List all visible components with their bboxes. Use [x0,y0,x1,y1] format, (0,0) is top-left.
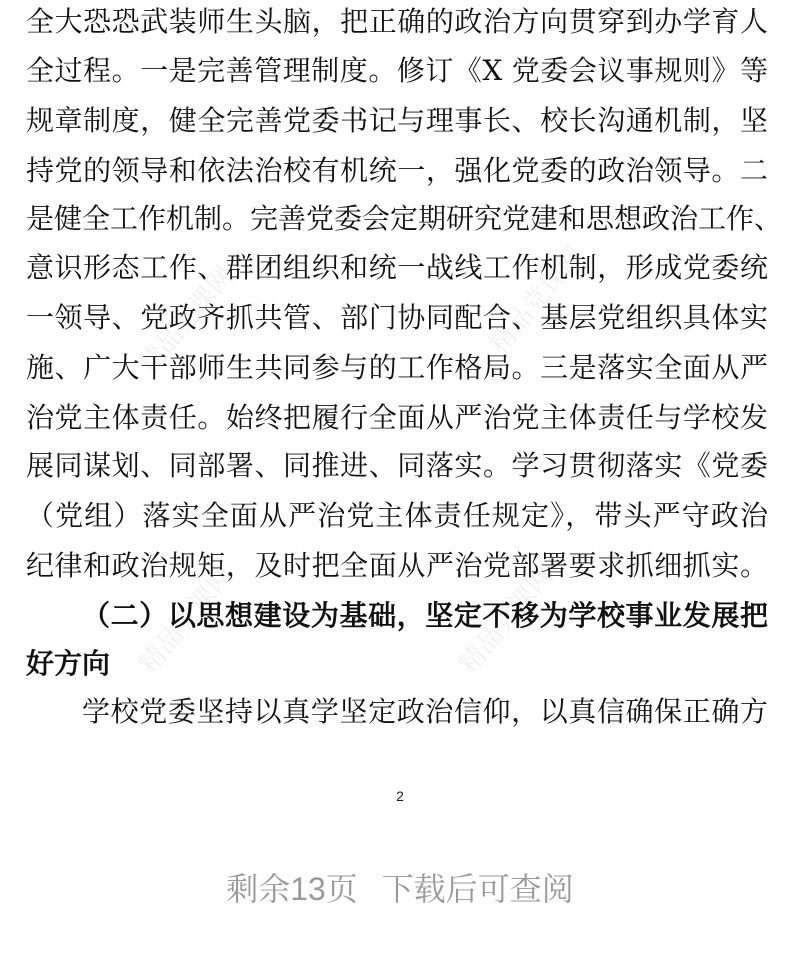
text-line: 规章制度，健全完善党委书记与理事长、校长沟通机制，坚 [26,104,768,137]
remaining-pages-label: 剩余13页 [226,871,358,907]
section-heading: （二）以思想建设为基础，坚定不移为学校事业发展把 [82,599,768,632]
section-heading-continued: 好方向 [26,647,111,680]
text-line: 展同谋划、同部署、同推进、同落实。学习贯彻落实《党委 [26,449,768,482]
text-line: 是健全工作机制。完善党委会定期研究党建和思想政治工作、 [26,202,783,235]
text-line: 意识形态工作、群团组织和统一战线工作机制，形成党委统 [26,251,768,284]
page-number: 2 [396,788,404,804]
text-line: 全过程。一是完善管理制度。修订《X 党委会议事规则》等 [26,54,768,87]
text-line: 纪律和政治规矩，及时把全面从严治党部署要求抓细抓实。 [26,549,768,582]
remaining-pages-banner[interactable] [0,864,800,910]
text-line: 施、广大干部师生共同参与的工作格局。三是落实全面从严 [26,351,768,384]
text-line-prefix: 全大恐恐武装师 [26,5,226,38]
watermark: 精品党课网 [483,240,591,360]
text-line: 一领导、党政齐抓共管、部门协同配合、基层党组织具体实 [26,301,768,334]
watermark: 精品党课网 [453,560,561,680]
text-line [26,0,768,47]
watermark: 精品党课网 [133,560,241,680]
text-line: 学校党委坚持以真学坚定政治信仰，以真信确保正确方 [82,695,768,728]
text-line-rest: 生头脑，把正确的政治方向贯穿到办学育人 [225,5,768,38]
download-hint-label: 下载后可查阅 [381,871,574,907]
text-line: （党组）落实全面从严治党主体责任规定》，带头严守政治 [26,499,768,532]
watermark: 精品党课网 [133,260,241,380]
text-line: 持党的领导和依法治校有机统一，强化党委的政治领导。二 [26,154,768,187]
text-line: 治党主体责任。始终把履行全面从严治党主体责任与学校发 [26,401,768,434]
